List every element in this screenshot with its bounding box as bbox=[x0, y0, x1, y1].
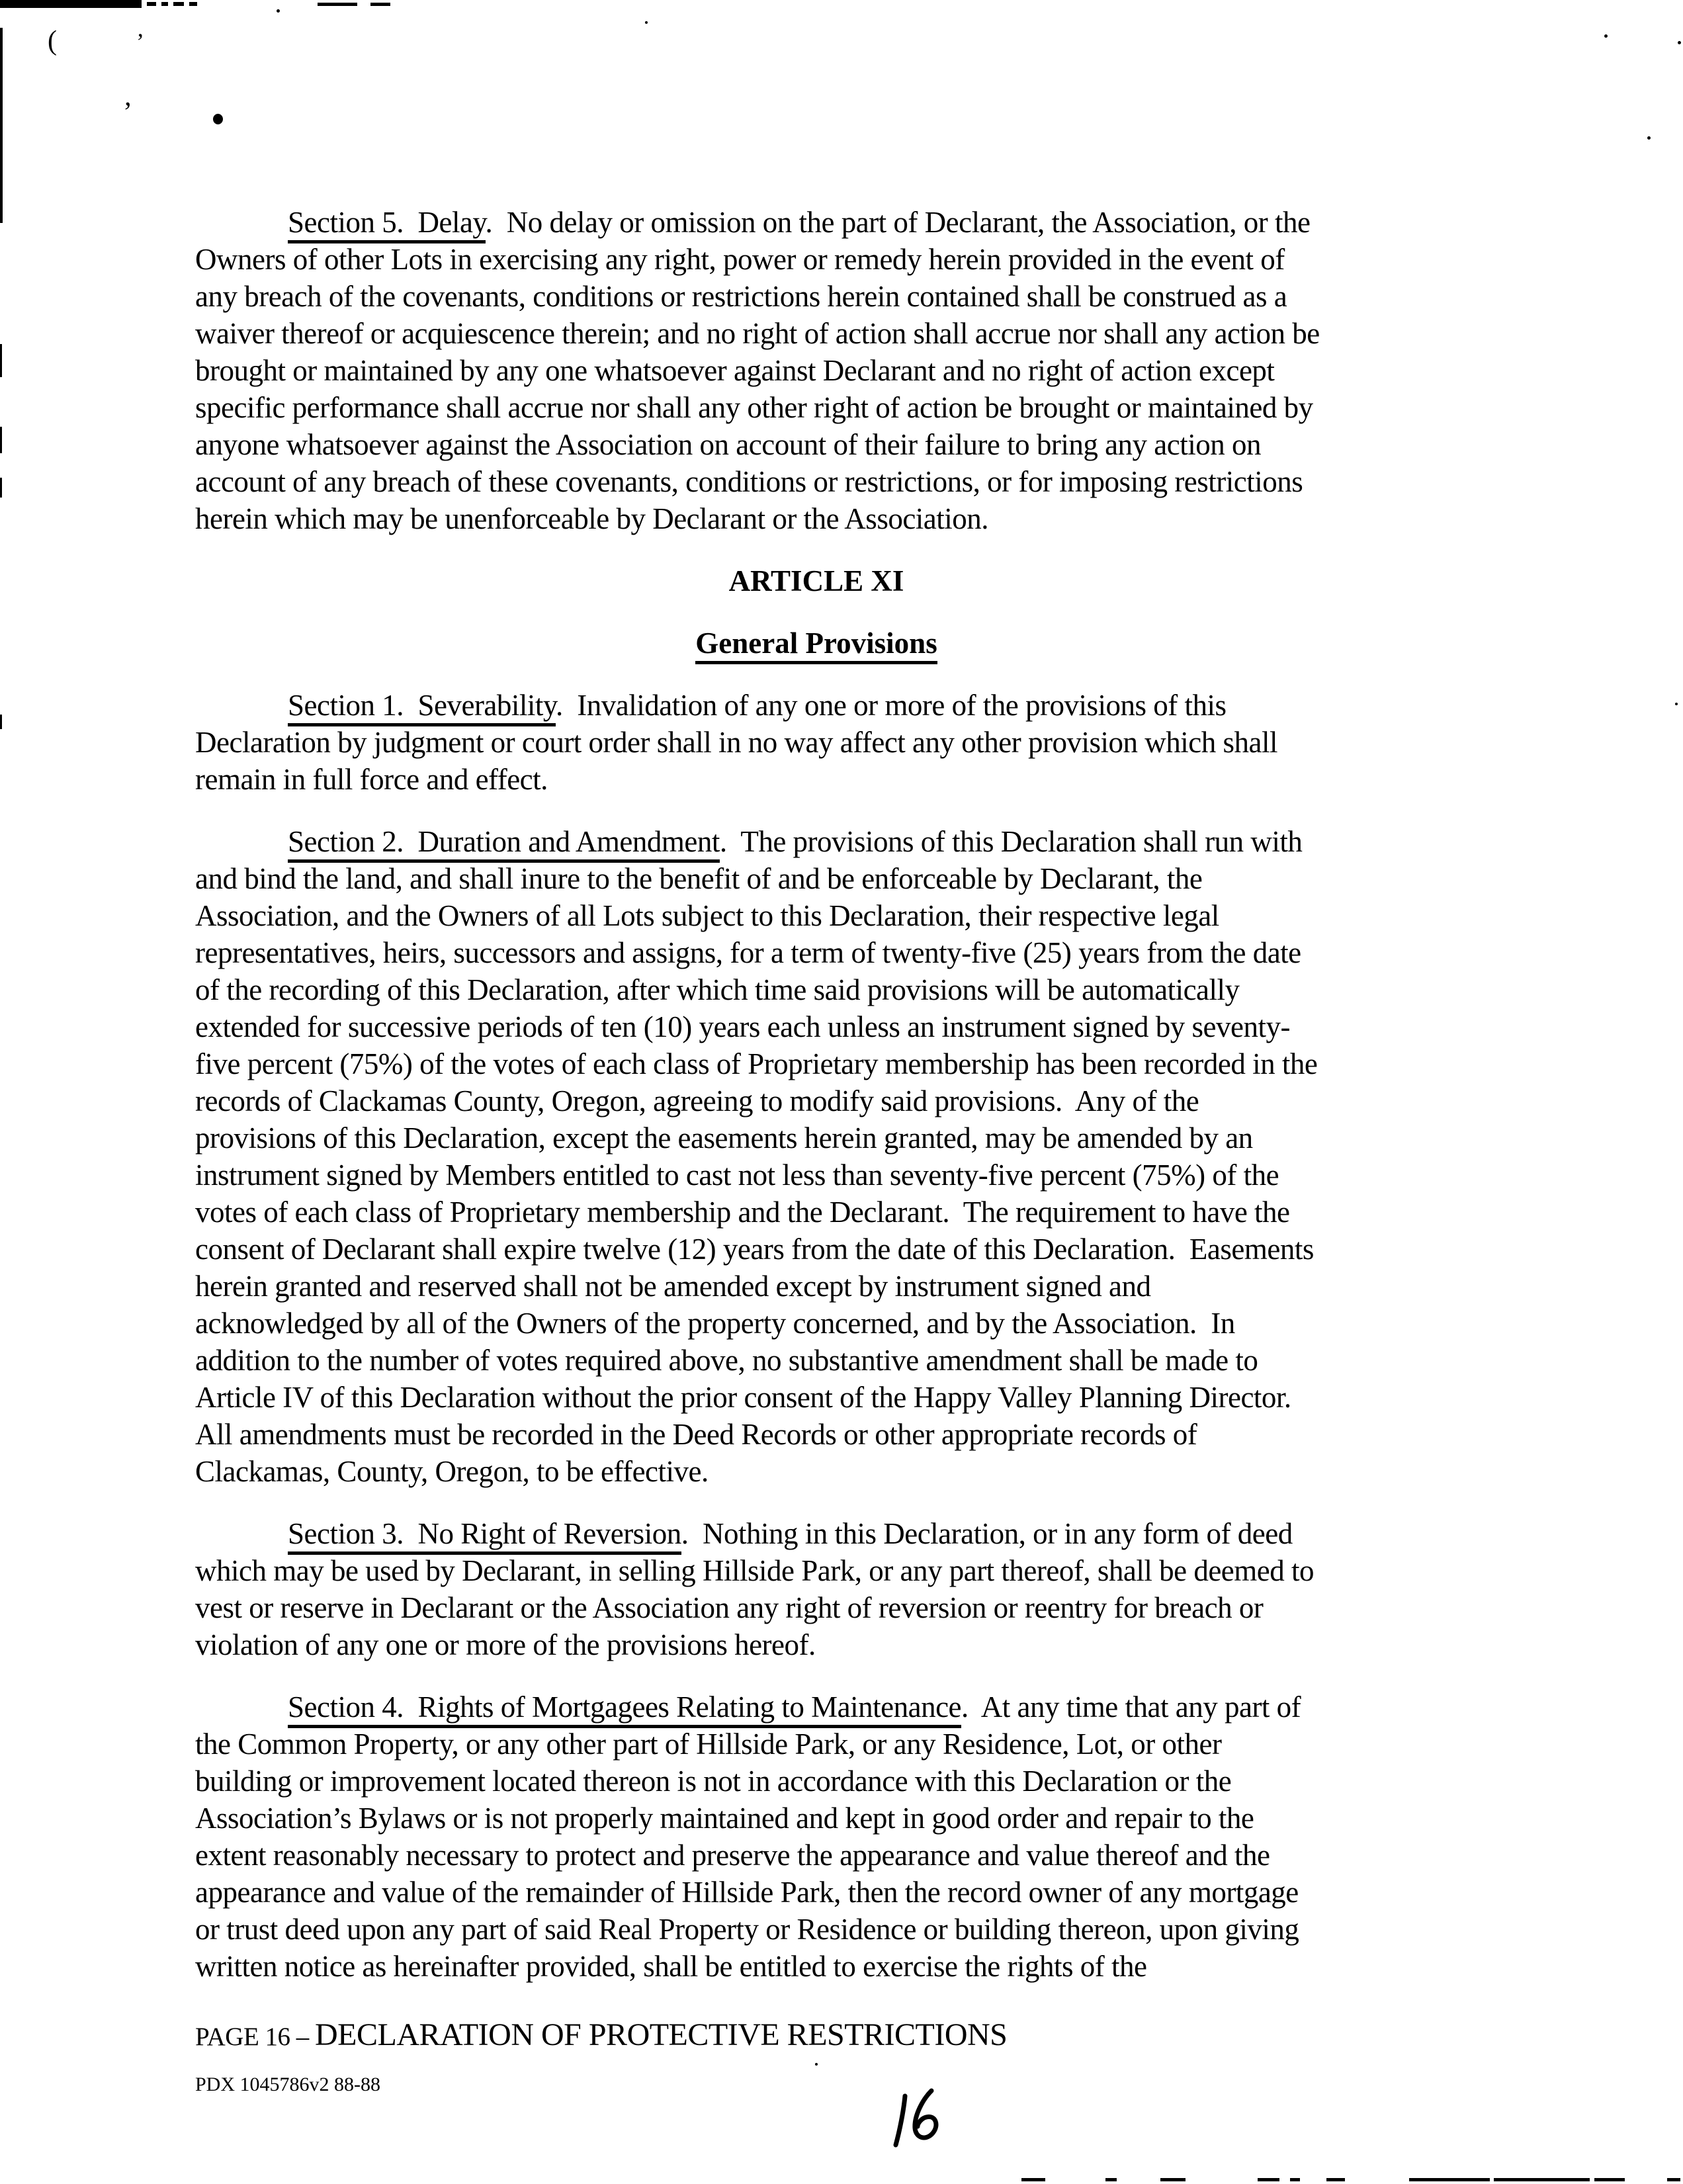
paragraph bbox=[195, 1688, 1438, 1985]
paragraph bbox=[195, 1515, 1438, 1663]
text-line: waiver thereof or acquiescence therein; and no right of action shall accrue nor shall any action be bbox=[195, 317, 1320, 350]
footer-page-label: PAGE 16 – bbox=[195, 2023, 316, 2051]
text-line: Association, and the Owners of all Lots subject to this Declaration, their respective legal bbox=[195, 899, 1219, 932]
scan-edge-mark bbox=[161, 2, 168, 6]
text-line: Declaration by judgment or court order shall in no way affect any other provision which shall bbox=[195, 726, 1277, 759]
footer-title bbox=[195, 2017, 1007, 2056]
scan-edge-mark bbox=[370, 3, 390, 6]
scan-edge-mark bbox=[1326, 2178, 1345, 2181]
scan-speck: ( bbox=[48, 26, 57, 56]
text-line: brought or maintained by any one whatsoever against Declarant and no right of action except bbox=[195, 354, 1275, 387]
text-line: herein which may be unenforceable by Declarant or the Association. bbox=[195, 502, 989, 535]
text-line: provisions of this Declaration, except the easements herein granted, may be amended by an bbox=[195, 1121, 1253, 1155]
scan-edge-mark bbox=[1105, 2178, 1117, 2181]
scan-speck: ’ bbox=[123, 97, 132, 128]
text-line: appearance and value of the remainder of Hillside Park, then the record owner of any mortgage bbox=[195, 1876, 1299, 1909]
scan-speck bbox=[1678, 41, 1681, 44]
text-line: the Common Property, or any other part of Hillside Park, or any Residence, Lot, or other bbox=[195, 1727, 1222, 1761]
scan-edge-mark bbox=[0, 344, 2, 377]
text-line: extent reasonably necessary to protect and preserve the appearance and value thereof and the bbox=[195, 1839, 1270, 1872]
scan-speck bbox=[645, 21, 648, 24]
section-heading: Section 4. Rights of Mortgagees Relating to Maintenance bbox=[288, 1690, 961, 1728]
text-line: All amendments must be recorded in the Deed Records or other appropriate records of bbox=[195, 1418, 1197, 1451]
text-line: vest or reserve in Declarant or the Association any right of reversion or reentry for breach or bbox=[195, 1591, 1264, 1624]
handwritten-page-number bbox=[880, 2084, 953, 2157]
paragraph bbox=[195, 823, 1438, 1490]
scan-edge-mark bbox=[1667, 2178, 1680, 2181]
text-line: written notice as hereinafter provided, shall be entitled to exercise the rights of the bbox=[195, 1950, 1147, 1983]
text-line: Owners of other Lots in exercising any right, power or remedy herein provided in the event of bbox=[195, 243, 1285, 276]
text-line: Section 1. Severability. Invalidation of any one or more of the provisions of this bbox=[195, 687, 1438, 724]
text-line: Section 3. No Right of Reversion. Nothing in this Declaration, or in any form of deed bbox=[195, 1515, 1438, 1552]
scan-edge-mark bbox=[1021, 2178, 1045, 2181]
text-line: consent of Declarant shall expire twelve (12) years from the date of this Declaration. Easements bbox=[195, 1233, 1314, 1266]
scan-edge-mark bbox=[173, 2, 184, 6]
text-line: Section 5. Delay. No delay or omission on the part of Declarant, the Association, or the bbox=[195, 204, 1438, 241]
text-line: records of Clackamas County, Oregon, agreeing to modify said provisions. Any of the bbox=[195, 1084, 1199, 1117]
text-line: addition to the number of votes required above, no substantive amendment shall be made to bbox=[195, 1344, 1258, 1377]
scan-edge-mark bbox=[0, 0, 142, 8]
text-line: specific performance shall accrue nor shall any other right of action be brought or maintained by bbox=[195, 391, 1313, 424]
text-line: representatives, heirs, successors and assigns, for a term of twenty-five (25) years from the date bbox=[195, 936, 1301, 969]
scan-edge-mark bbox=[0, 427, 2, 453]
text-line: five percent (75%) of the votes of each class of Proprietary membership has been recorded in the bbox=[195, 1047, 1318, 1080]
text-line: instrument signed by Members entitled to cast not less than seventy-five percent (75%) of the bbox=[195, 1158, 1279, 1192]
scan-speck bbox=[277, 9, 280, 13]
text-line: account of any breach of these covenants, conditions or restrictions, or for imposing restrictions bbox=[195, 465, 1303, 498]
article-title: ARTICLE XI bbox=[728, 564, 904, 597]
text-line: herein granted and reserved shall not be amended except by instrument signed and bbox=[195, 1270, 1151, 1303]
scan-speck: ’ bbox=[136, 28, 144, 55]
scan-edge-mark bbox=[1594, 2178, 1625, 2181]
scan-speck bbox=[213, 114, 223, 124]
scan-edge-mark bbox=[147, 2, 156, 6]
text-line: which may be used by Declarant, in selling Hillside Park, or any part thereof, shall be deemed to bbox=[195, 1554, 1314, 1587]
text-line: votes of each class of Proprietary membership and the Declarant. The requirement to have the bbox=[195, 1196, 1290, 1229]
section-heading: Section 1. Severability bbox=[288, 689, 556, 726]
scan-speck bbox=[1675, 703, 1678, 705]
text-line: Association’s Bylaws or is not properly maintained and kept in good order and repair to the bbox=[195, 1802, 1254, 1835]
article-subtitle bbox=[195, 625, 1438, 662]
scan-edge-mark bbox=[1258, 2178, 1279, 2181]
paragraph bbox=[195, 204, 1438, 537]
text-line: Clackamas, County, Oregon, to be effective. bbox=[195, 1455, 709, 1488]
footer-doc-title: DECLARATION OF PROTECTIVE RESTRICTIONS bbox=[315, 2017, 1008, 2052]
text-line: remain in full force and effect. bbox=[195, 763, 548, 796]
text-line: Article IV of this Declaration without the prior consent of the Happy Valley Planning Director. bbox=[195, 1381, 1291, 1414]
text-line: acknowledged by all of the Owners of the property concerned, and by the Association. In bbox=[195, 1307, 1235, 1340]
paragraph bbox=[195, 687, 1438, 798]
text-line: Section 2. Duration and Amendment. The provisions of this Declaration shall run with bbox=[195, 823, 1438, 860]
scan-edge-mark bbox=[1160, 2178, 1186, 2181]
section-heading: Section 2. Duration and Amendment bbox=[288, 825, 720, 863]
section-heading: Section 5. Delay bbox=[288, 206, 486, 243]
section-heading: Section 3. No Right of Reversion bbox=[288, 1517, 681, 1555]
scan-edge-mark bbox=[1494, 2178, 1590, 2181]
text-line: Section 4. Rights of Mortgagees Relating to Maintenance. At any time that any part of bbox=[195, 1688, 1438, 1725]
text-line: building or improvement located thereon is not in accordance with this Declaration or the bbox=[195, 1765, 1232, 1798]
scan-edge-mark bbox=[189, 2, 197, 6]
scan-edge-mark bbox=[0, 715, 2, 729]
scan-edge-mark bbox=[318, 3, 357, 6]
text-line: violation of any one or more of the provisions hereof. bbox=[195, 1628, 816, 1661]
scan-edge-mark bbox=[0, 478, 2, 498]
text-line: extended for successive periods of ten (10) years each unless an instrument signed by seventy- bbox=[195, 1010, 1290, 1043]
text-line: any breach of the covenants, conditions or restrictions herein contained shall be construed as a bbox=[195, 280, 1287, 313]
text-line: anyone whatsoever against the Association on account of their failure to bring any action on bbox=[195, 428, 1262, 461]
text-line: of the recording of this Declaration, after which time said provisions will be automatically bbox=[195, 973, 1240, 1006]
scan-edge-mark bbox=[0, 28, 3, 223]
scan-speck bbox=[1647, 136, 1651, 140]
scan-edge-mark bbox=[1290, 2178, 1300, 2181]
text-line: or trust deed upon any part of said Real Property or Residence or building thereon, upon giving bbox=[195, 1913, 1299, 1946]
footer-doc-number: PDX 1045786v2 88-88 bbox=[195, 2074, 381, 2095]
document-body bbox=[195, 204, 1438, 2010]
text-line: and bind the land, and shall inure to the benefit of and be enforceable by Declarant, the bbox=[195, 862, 1203, 895]
article-subtitle-text: General Provisions bbox=[695, 627, 937, 664]
scan-speck bbox=[1604, 34, 1608, 38]
scan-edge-mark bbox=[1409, 2178, 1490, 2181]
scan-speck bbox=[815, 2063, 818, 2066]
